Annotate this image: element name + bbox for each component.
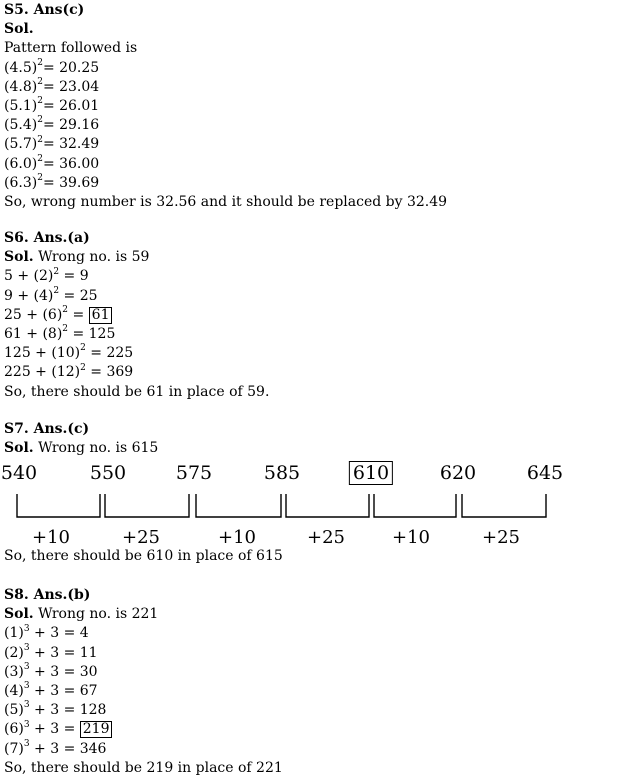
series-number: 645 <box>526 462 564 484</box>
equation-result: = 29.16 <box>42 117 100 134</box>
equation-rhs: + 3 = <box>29 721 80 738</box>
s7-conclusion-wrap <box>4 547 283 566</box>
equation-exponent: 3 <box>23 623 30 634</box>
s8-rows <box>4 624 283 758</box>
difference-label: +25 <box>307 527 345 548</box>
equation-rhs: + 3 = 67 <box>29 682 98 699</box>
equation-base: (4.5) <box>4 59 38 76</box>
s5-solution <box>4 1 447 212</box>
equation-exponent: 2 <box>37 77 43 88</box>
s6-equation-row <box>4 306 269 325</box>
series-number: 585 <box>263 462 301 484</box>
equation-exponent: 2 <box>62 305 69 316</box>
correct-value-box: 219 <box>80 721 113 738</box>
correct-value-box: 61 <box>89 307 113 324</box>
s6-heading: S6. Ans.(a) <box>4 230 90 246</box>
equation-rhs: + 3 = 30 <box>29 663 98 680</box>
equation-base: (6.3) <box>4 174 38 191</box>
s6-conclusion: So, there should be 61 in place of 59. <box>4 383 270 400</box>
s5-equation-row <box>4 116 447 135</box>
s8-equation-row <box>4 740 283 759</box>
equation-exponent: 2 <box>37 57 43 68</box>
s8-equation-row <box>4 701 283 720</box>
equation-lhs: 225 + (12) <box>4 364 81 381</box>
s6-sol-label: Sol. <box>4 249 34 266</box>
s8-heading: S8. Ans.(b) <box>4 587 91 603</box>
s7-number-line <box>0 458 639 553</box>
equation-exponent: 2 <box>62 324 69 335</box>
equation-rhs: = 125 <box>68 325 116 342</box>
s6-wrong-line <box>4 248 269 267</box>
s8-equation-row <box>4 720 283 739</box>
equation-exponent: 3 <box>23 719 30 730</box>
s7-sol-label: Sol. <box>4 440 34 457</box>
s7-heading: S7. Ans.(c) <box>4 421 90 437</box>
s8-wrong-number: Wrong no. is 221 <box>33 606 159 623</box>
interval-bracket <box>105 494 189 517</box>
s6-wrong-number: Wrong no. is 59 <box>33 249 150 266</box>
equation-exponent: 3 <box>23 642 30 653</box>
s8-solution <box>4 586 283 778</box>
interval-bracket <box>286 494 369 517</box>
s5-sol-label: Sol. <box>4 21 34 38</box>
equation-lhs: (2) <box>4 644 24 661</box>
interval-bracket <box>374 494 456 517</box>
s6-equation-row <box>4 325 269 344</box>
equation-exponent: 2 <box>37 115 43 126</box>
equation-base: (5.7) <box>4 136 38 153</box>
equation-result: = 36.00 <box>42 155 100 172</box>
equation-exponent: 2 <box>80 362 86 373</box>
s7-solution <box>4 420 158 458</box>
s8-equation-row <box>4 682 283 701</box>
equation-exponent: 3 <box>23 700 30 711</box>
s5-conclusion: So, wrong number is 32.56 and it should be replaced by 32.49 <box>4 193 448 210</box>
s8-wrong-line <box>4 605 283 624</box>
equation-exponent: 3 <box>23 662 30 673</box>
equation-lhs: (7) <box>4 740 24 757</box>
difference-label: +10 <box>392 527 430 548</box>
equation-rhs: = 225 <box>85 345 134 362</box>
equation-rhs: = 25 <box>59 287 98 304</box>
interval-bracket <box>196 494 281 517</box>
equation-exponent: 2 <box>53 266 60 277</box>
equation-exponent: 3 <box>23 681 30 692</box>
equation-base: (5.1) <box>4 97 38 114</box>
equation-lhs: 9 + (4) <box>4 287 54 304</box>
equation-exponent: 2 <box>37 134 43 145</box>
equation-base: (6.0) <box>4 155 38 172</box>
equation-lhs: 5 + (2) <box>4 268 54 285</box>
equation-rhs: = <box>68 306 89 323</box>
s5-equation-row <box>4 155 447 174</box>
equation-rhs: + 3 = 4 <box>29 625 89 642</box>
equation-result: = 26.01 <box>42 97 100 114</box>
s6-equation-row <box>4 344 269 363</box>
s6-equation-row <box>4 363 269 382</box>
s7-conclusion: So, there should be 610 in place of 615 <box>4 548 283 564</box>
s8-conclusion: So, there should be 219 in place of 221 <box>4 759 283 776</box>
s6-rows <box>4 267 269 382</box>
difference-label: +25 <box>482 527 520 548</box>
equation-rhs: + 3 = 346 <box>29 740 107 757</box>
s8-equation-row <box>4 624 283 643</box>
equation-rhs: = 9 <box>59 268 89 285</box>
series-number: 540 <box>0 462 38 484</box>
s5-rows <box>4 59 447 193</box>
equation-lhs: (5) <box>4 702 24 719</box>
equation-lhs: 61 + (8) <box>4 325 63 342</box>
equation-exponent: 2 <box>53 285 60 296</box>
s5-equation-row <box>4 59 447 78</box>
equation-lhs: (1) <box>4 625 24 642</box>
boxed-series-number: 610 <box>349 461 393 485</box>
s6-solution <box>4 229 269 402</box>
equation-rhs: = 369 <box>85 364 134 381</box>
equation-lhs: (4) <box>4 682 24 699</box>
equation-exponent: 2 <box>80 343 86 354</box>
s8-sol-label: Sol. <box>4 606 34 623</box>
equation-base: (5.4) <box>4 117 38 134</box>
equation-result: = 32.49 <box>42 136 100 153</box>
equation-rhs: + 3 = 128 <box>29 702 107 719</box>
equation-result: = 39.69 <box>42 174 100 191</box>
s5-equation-row <box>4 78 447 97</box>
equation-lhs: 25 + (6) <box>4 306 63 323</box>
s5-intro: Pattern followed is <box>4 40 138 57</box>
s8-equation-row <box>4 663 283 682</box>
s5-heading: S5. Ans(c) <box>4 2 85 18</box>
s5-equation-row <box>4 135 447 154</box>
series-number: 550 <box>89 462 127 484</box>
equation-result: = 23.04 <box>42 78 100 95</box>
s7-wrong-number: Wrong no. is 615 <box>33 440 159 457</box>
series-number: 575 <box>175 462 213 484</box>
s5-equation-row <box>4 97 447 116</box>
interval-bracket <box>462 494 546 517</box>
s6-equation-row <box>4 267 269 286</box>
equation-exponent: 2 <box>37 153 43 164</box>
equation-exponent: 2 <box>37 96 43 107</box>
equation-lhs: (6) <box>4 721 24 738</box>
difference-label: +10 <box>32 527 70 548</box>
equation-exponent: 3 <box>23 738 30 749</box>
equation-lhs: (3) <box>4 663 24 680</box>
equation-result: = 20.25 <box>42 59 100 76</box>
difference-label: +10 <box>218 527 256 548</box>
s8-equation-row <box>4 644 283 663</box>
interval-bracket <box>17 494 100 517</box>
s6-equation-row <box>4 287 269 306</box>
difference-label: +25 <box>122 527 160 548</box>
equation-exponent: 2 <box>37 173 43 184</box>
equation-lhs: 125 + (10) <box>4 345 81 362</box>
s5-equation-row <box>4 174 447 193</box>
s7-wrong-line <box>4 439 158 458</box>
equation-base: (4.8) <box>4 78 38 95</box>
series-number: 620 <box>439 462 477 484</box>
equation-rhs: + 3 = 11 <box>29 644 98 661</box>
